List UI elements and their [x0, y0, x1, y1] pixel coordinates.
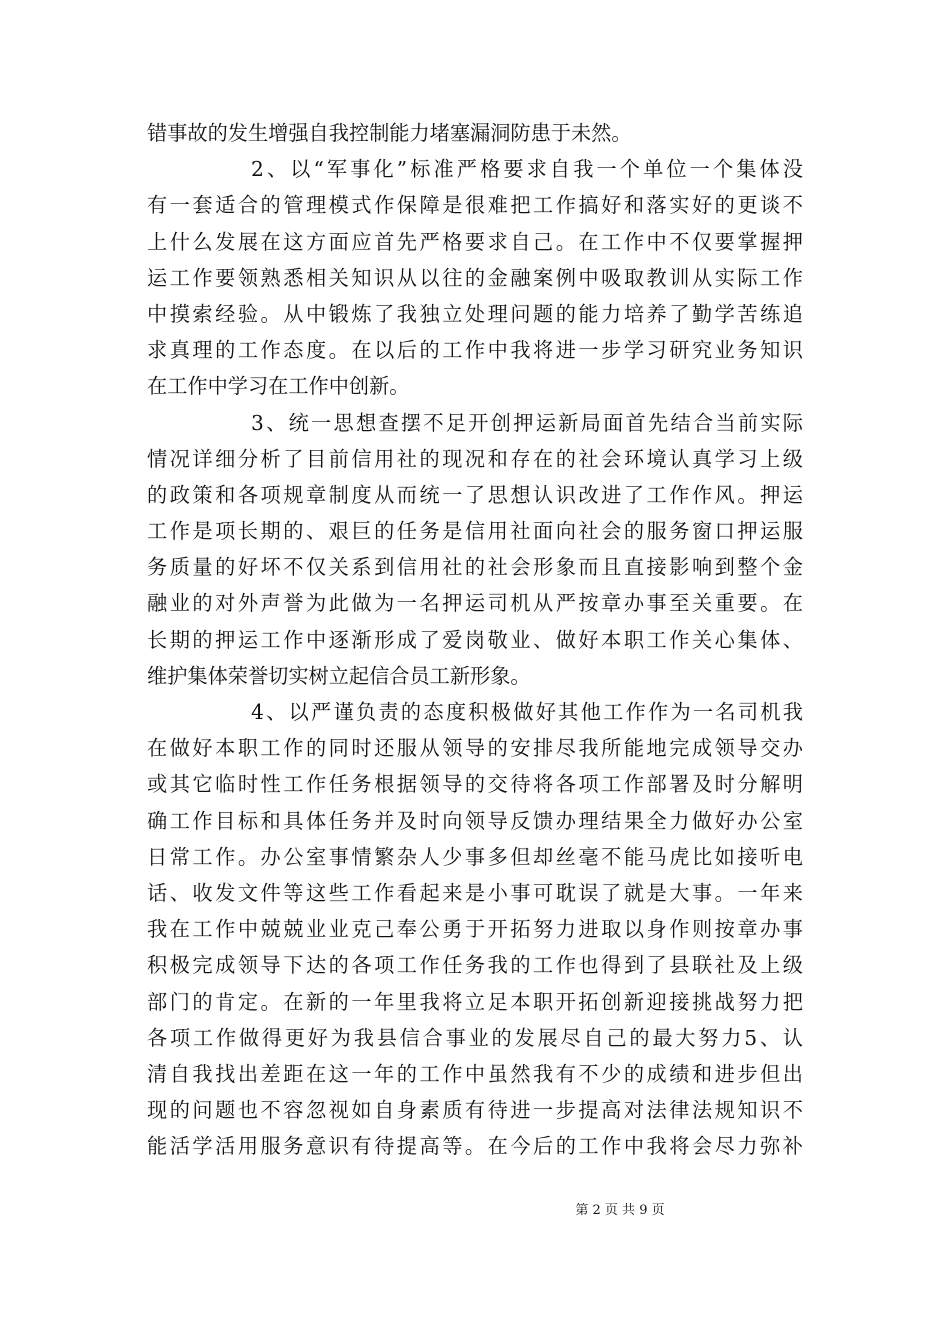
- text-line: 现的问题也不容忽视如自身素质有待进一步提高对法律法规知识不: [147, 1098, 803, 1123]
- text-line: 能活学活用服务意识有待提高等。在今后的工作中我将会尽力弥补: [147, 1134, 803, 1159]
- paragraph-4: [147, 694, 803, 1164]
- text-line: 工作是项长期的、艰巨的任务是信用社面向社会的服务窗口押运服: [147, 519, 803, 544]
- text-line: 运工作要领熟悉相关知识从以往的金融案例中吸取教训从实际工作: [147, 265, 803, 290]
- text-line: 求真理的工作态度。在以后的工作中我将进一步学习研究业务知识: [147, 338, 803, 363]
- text-line: 融业的对外声誉为此做为一名押运司机从严按章办事至关重要。在: [147, 591, 803, 616]
- text-line: 话、收发文件等这些工作看起来是小事可耽误了就是大事。一年来: [147, 880, 803, 905]
- text-line: 中摸索经验。从中锻炼了我独立处理问题的能力培养了勤学苦练追: [147, 301, 803, 326]
- text-line: 2、以“军事化”标准严格要求自我一个单位一个集体没: [251, 157, 803, 182]
- page-number-footer: 第 2 页 共 9 页: [575, 1203, 665, 1218]
- text-line: 4、以严谨负责的态度积极做好其他工作作为一名司机我: [251, 700, 803, 724]
- text-line: 在做好本职工作的同时还服从领导的安排尽我所能地完成领导交办: [147, 736, 803, 761]
- text-line: 日常工作。办公室事情繁杂人少事多但却丝毫不能马虎比如接听电: [147, 844, 803, 869]
- text-line: 务质量的好坏不仅关系到信用社的社会形象而且直接影响到整个金: [147, 555, 803, 580]
- text-line: 维护集体荣誉切实树立起信合员工新形象。: [147, 663, 531, 688]
- paragraph-1: [147, 115, 803, 151]
- text-line: 积极完成领导下达的各项工作任务我的工作也得到了县联社及上级: [147, 953, 803, 978]
- text-line: 在工作中学习在工作中创新。: [147, 374, 410, 399]
- text-line: 的政策和各项规章制度从而统一了思想认识改进了工作作风。押运: [147, 482, 803, 507]
- text-line: 有一套适合的管理模式作保障是很难把工作搞好和落实好的更谈不: [147, 193, 803, 218]
- text-line: 确工作目标和具体任务并及时向领导反馈办理结果全力做好办公室: [147, 808, 803, 833]
- text-line: 上什么发展在这方面应首先严格要求自己。在工作中不仅要掌握押: [147, 229, 803, 254]
- text-line: 我在工作中兢兢业业克己奉公勇于开拓努力进取以身作则按章办事: [147, 917, 803, 942]
- text-line: 清自我找出差距在这一年的工作中虽然我有不少的成绩和进步但出: [147, 1061, 803, 1086]
- paragraph-2: [147, 151, 803, 404]
- text-line: 部门的肯定。在新的一年里我将立足本职开拓创新迎接挑战努力把: [147, 989, 803, 1014]
- text-line: 错事故的发生增强自我控制能力堵塞漏洞防患于未然。: [147, 121, 632, 145]
- text-line: 3、统一思想查摆不足开创押运新局面首先结合当前实际: [251, 410, 803, 435]
- body-text: [147, 115, 803, 1164]
- text-line: 或其它临时性工作任务根据领导的交待将各项工作部署及时分解明: [147, 772, 803, 797]
- text-line: 长期的押运工作中逐渐形成了爱岗敬业、做好本职工作关心集体、: [147, 627, 803, 652]
- paragraph-3: [147, 405, 803, 695]
- text-line: 各项工作做得更好为我县信合事业的发展尽自己的最大努力5、认: [147, 1025, 803, 1050]
- text-line: 情况详细分析了目前信用社的现况和存在的社会环境认真学习上级: [147, 446, 803, 471]
